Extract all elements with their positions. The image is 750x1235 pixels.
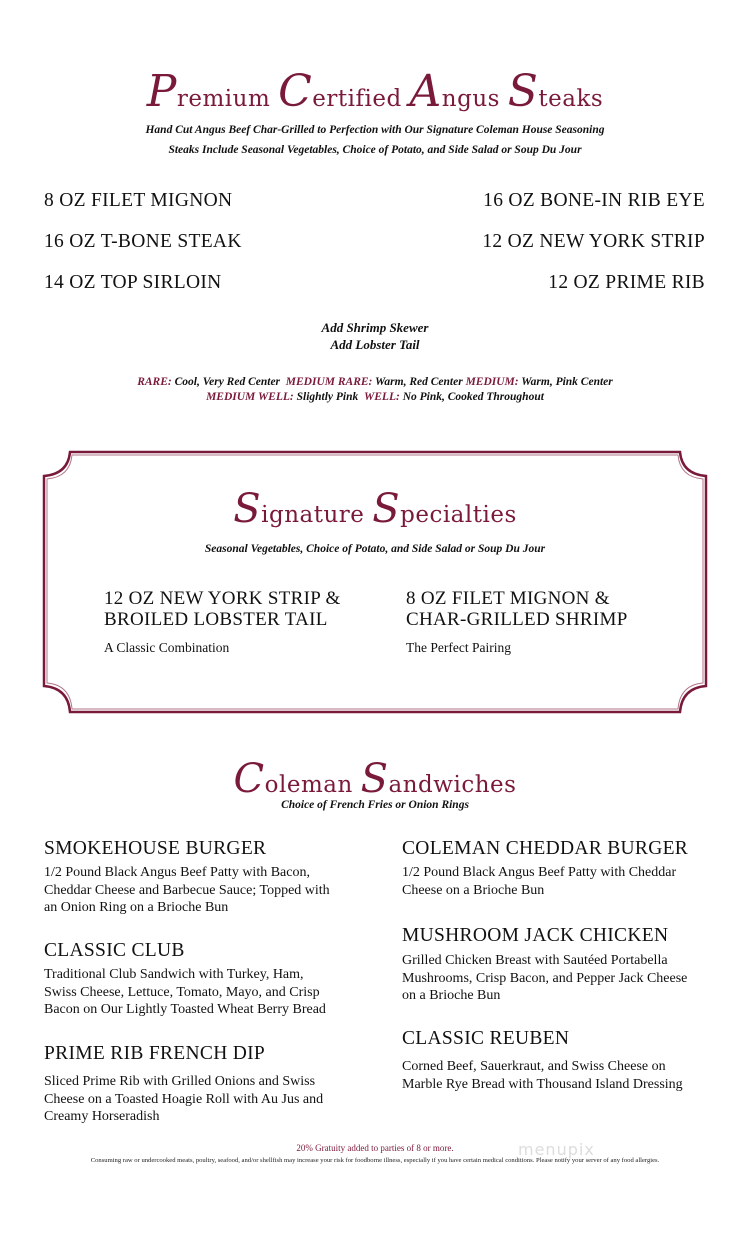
- desc-line: Grilled Chicken Breast with Sautéed Portabella: [402, 953, 668, 968]
- title-cap: C: [278, 66, 313, 117]
- sandwich-name: COLEMAN CHEDDAR BURGER: [402, 838, 689, 859]
- steaks-subtitle-1: Hand Cut Angus Beef Char-Grilled to Perfection with Our Signature Coleman House Seasoning: [145, 124, 605, 136]
- steak-item: 12 OZ PRIME RIB: [548, 272, 705, 293]
- title-cap: S: [507, 66, 539, 117]
- desc-line: an Onion Ring on a Brioche Bun: [44, 900, 229, 915]
- sandwich-name: CLASSIC REUBEN: [402, 1028, 570, 1049]
- temp-key: RARE:: [137, 376, 172, 388]
- title-rest: ngus: [441, 86, 508, 112]
- steak-item: 16 OZ T-BONE STEAK: [44, 231, 242, 252]
- steak-item: 12 OZ NEW YORK STRIP: [482, 231, 705, 252]
- temp-key: WELL:: [364, 391, 400, 403]
- title-cap: S: [372, 486, 401, 532]
- temp-key: MEDIUM RARE:: [285, 376, 373, 388]
- addon-lobster: Add Lobster Tail: [330, 337, 420, 352]
- specialty-desc: A Classic Combination: [104, 640, 230, 655]
- addon-shrimp: Add Shrimp Skewer: [321, 320, 429, 335]
- title-rest: oleman: [264, 772, 361, 798]
- sandwiches-title: [0, 756, 750, 802]
- desc-line: Cheese on a Toasted Hoagie Roll with Au Jus and: [44, 1091, 324, 1107]
- title-rest: ignature: [261, 502, 373, 528]
- specialty-name: [406, 588, 628, 630]
- steak-item: 16 OZ BONE-IN RIB EYE: [483, 190, 705, 211]
- temp-value: Warm, Pink Center: [518, 376, 613, 388]
- specialties-subtitle: Seasonal Vegetables, Choice of Potato, and Side Salad or Soup Du Jour: [204, 543, 546, 555]
- steaks-subtitle-2: Steaks Include Seasonal Vegetables, Choice of Potato, and Side Salad or Soup Du Jour: [168, 144, 582, 156]
- desc-line: Sliced Prime Rib with Grilled Onions and Swiss: [44, 1074, 316, 1089]
- title-cap: C: [233, 756, 265, 802]
- gratuity-note: 20% Gratuity added to parties of 8 or more.: [296, 1143, 454, 1153]
- steaks-title: [0, 66, 750, 117]
- sandwich-desc: [44, 1073, 323, 1126]
- title-rest: ertified: [312, 86, 410, 112]
- desc-line: Cheddar Cheese and Barbecue Sauce; Topped with: [44, 882, 330, 898]
- sandwich-desc: [402, 1058, 683, 1093]
- title-rest: pecialties: [400, 502, 517, 528]
- steak-item: 8 OZ FILET MIGNON: [44, 190, 233, 211]
- desc-line: 1/2 Pound Black Angus Beef Patty with Bacon,: [44, 865, 310, 880]
- temp-value: Cool, Very Red Center: [171, 376, 281, 388]
- desc-line: Swiss Cheese, Lettuce, Tomato, Mayo, and Crisp: [44, 984, 320, 1000]
- title-rest: remium: [176, 86, 279, 112]
- sandwich-desc: [44, 864, 330, 917]
- sandwiches-subtitle: Choice of French Fries or Onion Rings: [281, 799, 469, 811]
- temp-value: Slightly Pink: [293, 391, 359, 403]
- specialties-title: [0, 486, 750, 532]
- desc-line: Cheese on a Brioche Bun: [402, 882, 545, 898]
- sandwich-name: MUSHROOM JACK CHICKEN: [402, 925, 669, 946]
- desc-line: Traditional Club Sandwich with Turkey, Ham,: [44, 967, 304, 982]
- specialty-name-line: 12 OZ NEW YORK STRIP &: [104, 588, 341, 609]
- temps-line-2: [0, 391, 750, 403]
- title-cap: S: [233, 486, 262, 532]
- specialty-name-line: CHAR-GRILLED SHRIMP: [406, 609, 628, 630]
- specialty-name-line: 8 OZ FILET MIGNON &: [406, 588, 610, 609]
- temps-line-1: [0, 376, 750, 388]
- desc-line: on a Brioche Bun: [402, 988, 501, 1003]
- sandwich-desc: [44, 966, 326, 1019]
- watermark: menupix: [518, 1140, 595, 1159]
- sandwich-name: CLASSIC CLUB: [44, 940, 185, 961]
- title-rest: teaks: [538, 86, 604, 112]
- temp-value: No Pink, Cooked Throughout: [399, 391, 544, 403]
- title-cap: A: [409, 66, 442, 117]
- desc-line: 1/2 Pound Black Angus Beef Patty with Cheddar: [402, 865, 677, 880]
- temp-value: Warm, Red Center: [372, 376, 463, 388]
- desc-line: Creamy Horseradish: [44, 1109, 160, 1124]
- sandwich-desc: [402, 864, 676, 899]
- desc-line: Corned Beef, Sauerkraut, and Swiss Cheese on: [402, 1059, 666, 1074]
- title-cap: P: [146, 66, 177, 117]
- sandwich-name: SMOKEHOUSE BURGER: [44, 838, 267, 859]
- specialty-name: [104, 588, 341, 630]
- sandwich-name: PRIME RIB FRENCH DIP: [44, 1043, 266, 1064]
- health-disclaimer: Consuming raw or undercooked meats, poultry, seafood, and/or shellfish may increase your risk for foodborne illness, especially if you have certain medical conditions. Please notify your server of any food allergies.: [90, 1157, 660, 1164]
- steak-item: 14 OZ TOP SIRLOIN: [44, 272, 222, 293]
- temp-key: MEDIUM:: [465, 376, 519, 388]
- temp-key: MEDIUM WELL:: [206, 391, 294, 403]
- desc-line: Mushrooms, Crisp Bacon, and Pepper Jack Cheese: [402, 970, 688, 986]
- desc-line: Marble Rye Bread with Thousand Island Dressing: [402, 1076, 683, 1092]
- desc-line: Bacon on Our Lightly Toasted Wheat Berry Bread: [44, 1002, 326, 1017]
- sandwich-desc: [402, 952, 687, 1005]
- title-rest: andwiches: [388, 772, 517, 798]
- specialty-desc: The Perfect Pairing: [406, 640, 511, 655]
- specialty-name-line: BROILED LOBSTER TAIL: [104, 609, 328, 630]
- title-cap: S: [360, 756, 389, 802]
